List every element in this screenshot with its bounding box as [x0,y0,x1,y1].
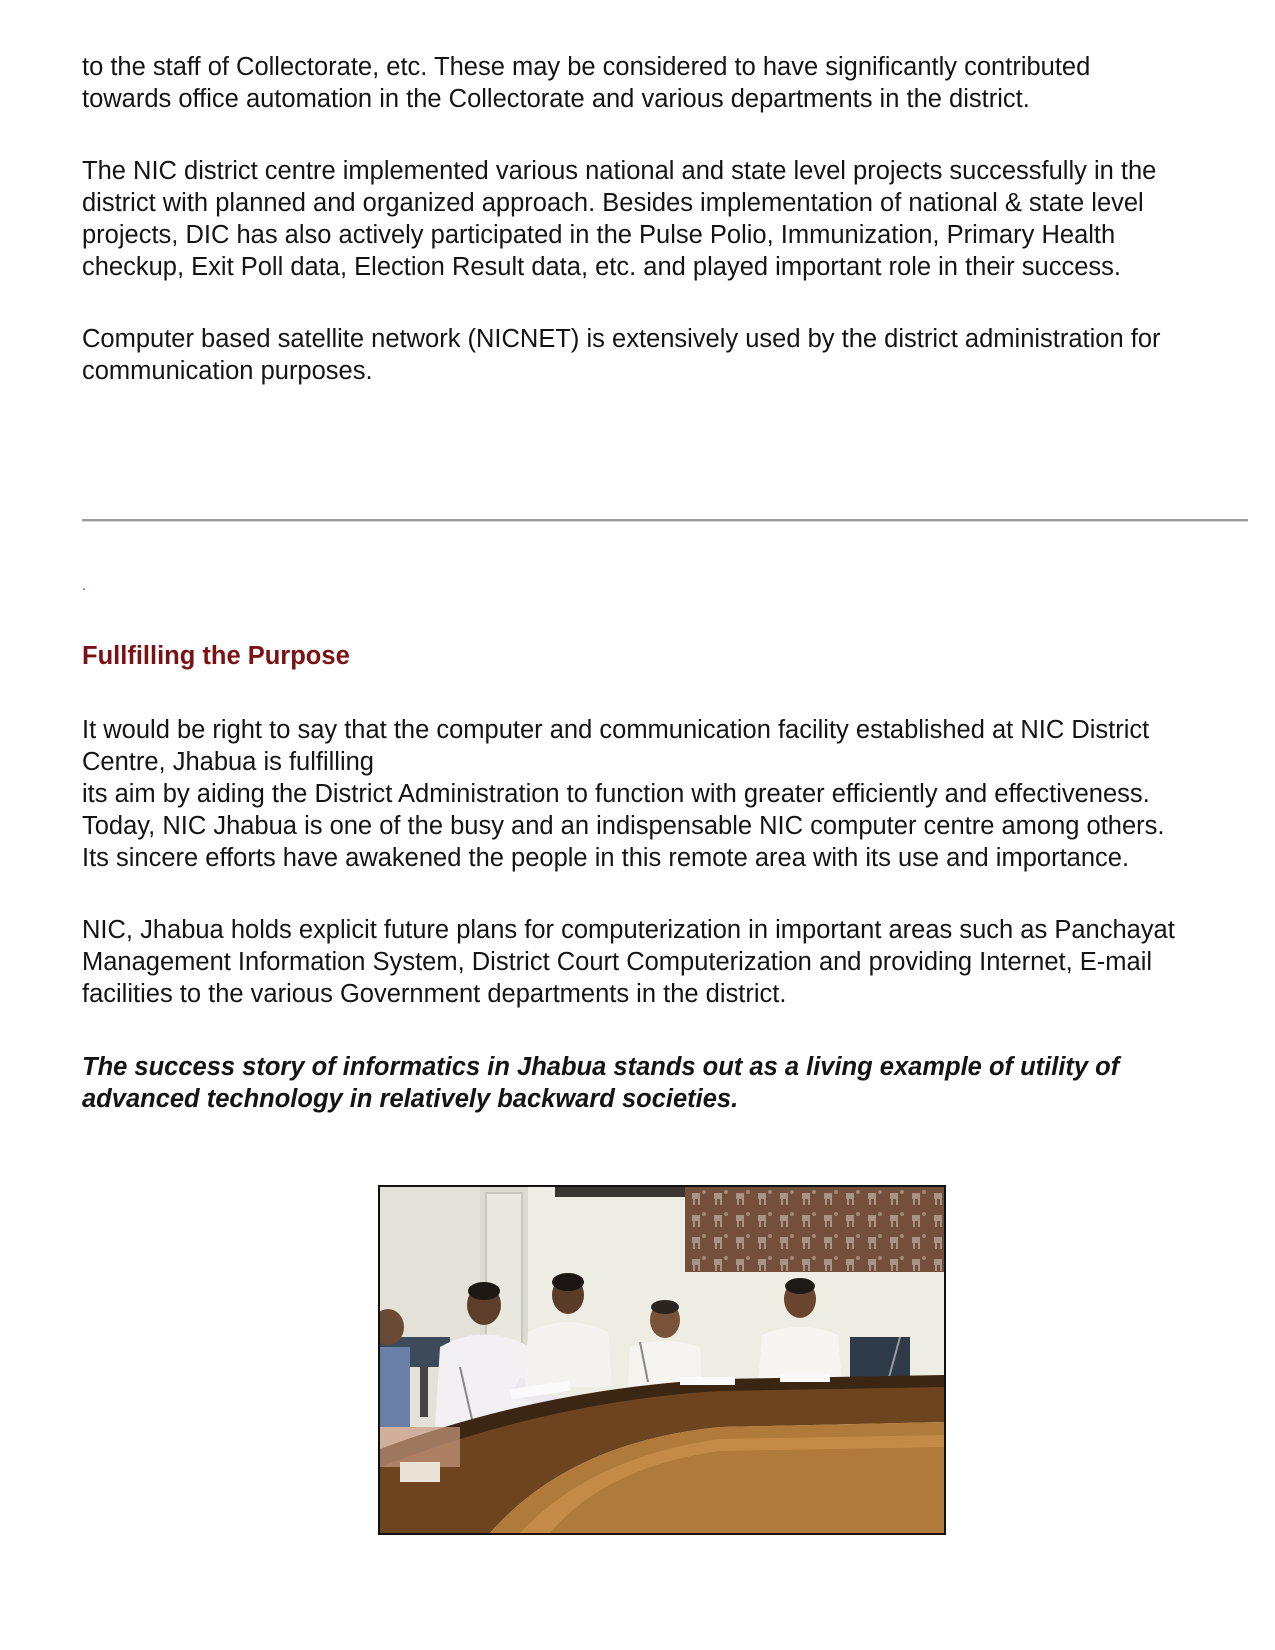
paragraph-office-automation: to the staff of Collectorate, etc. These may be considered to have significantly contributed towards office automation in the Collectorate and various departments in the district. [82,53,1091,113]
paragraph-future-plans: NIC, Jhabua holds explicit future plans for computerization in important areas such as Panchayat Management Information System, District Court Computerization and providing Internet, E-mail facilities to the various Government departments in the district. [82,916,1175,1008]
section-heading: Fullfilling the Purpose [82,642,350,670]
separator-dot: . [82,577,86,593]
paragraph-fulfilling-aim: It would be right to say that the computer and communication facility established at NIC District Centre, Jhabua is fulfilling its aim by aiding the District Administration to function with greater efficiently and effectiveness. Today, NIC Jhabua is one of the busy and an indispensable NIC computer centre among others. Its sincere efforts have awakened the people in this remote area with its use and importance. [82,716,1165,872]
paragraph-conclusion: The success story of informatics in Jhabua stands out as a living example of utility of advanced technology in relatively backward societies. [82,1053,1120,1113]
horizontal-divider [82,519,1248,522]
paragraph-projects: The NIC district centre implemented various national and state level projects successfully in the district with planned and organized approach. Besides implementation of national & state level projects, DIC has also actively participated in the Pulse Polio, Immunization, Primary Health checkup, Exit Poll data, Election Result data, etc. and played important role in their success. [82,157,1157,281]
meeting-photo [378,1185,946,1535]
paragraph-nicnet: Computer based satellite network (NICNET) is extensively used by the district administration for communication purposes. [82,325,1161,385]
